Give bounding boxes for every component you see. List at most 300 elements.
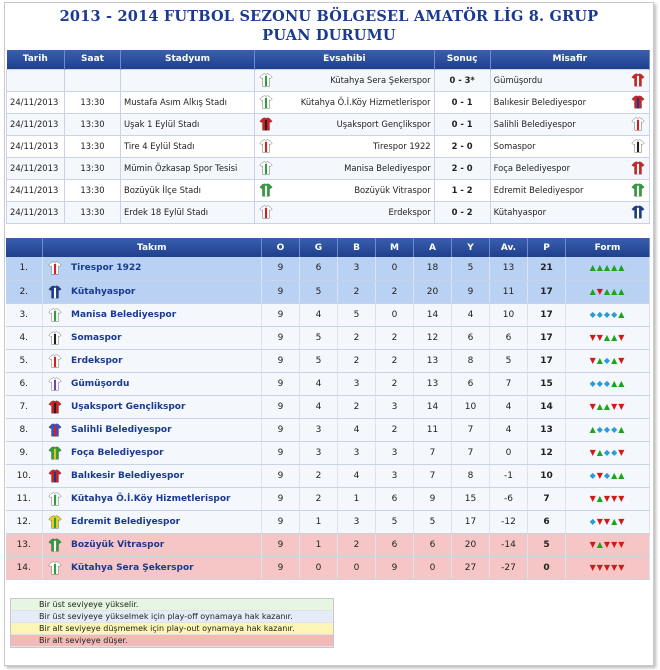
form-indicator <box>566 441 650 464</box>
home-kit-icon <box>259 183 273 197</box>
legend-playout: Bir alt seviyeye düşmemek için play-out oynamaya hak kazanır. <box>11 623 333 635</box>
standings-row <box>6 326 650 349</box>
form-indicator <box>566 349 650 372</box>
played: 9 <box>262 372 300 395</box>
team-kit-icon <box>48 285 62 299</box>
col-time: Saat <box>65 50 121 69</box>
lost: 5 <box>376 510 414 533</box>
lost: 2 <box>376 418 414 441</box>
points: 7 <box>528 487 566 510</box>
form-draw-icon: ◆ <box>603 470 611 480</box>
lost: 2 <box>376 326 414 349</box>
fixtures-table <box>6 50 650 224</box>
col-home: Evsahibi <box>255 50 435 69</box>
col-lost: M <box>376 238 414 257</box>
form-loss-icon: ▼ <box>589 447 596 457</box>
goals-against: 9 <box>452 280 490 303</box>
fixture-away-team[interactable]: Salihli Belediyespor <box>490 113 627 135</box>
won: 4 <box>300 303 338 326</box>
standings-row <box>6 510 650 533</box>
position: 2. <box>6 280 42 303</box>
col-goal-diff: Av. <box>490 238 528 257</box>
team-name[interactable]: Kütahya Ö.İ.Köy Hizmetlerispor <box>68 487 262 510</box>
drawn: 1 <box>338 487 376 510</box>
form-indicator <box>566 326 650 349</box>
team-kit-icon <box>48 331 62 345</box>
lost: 0 <box>376 257 414 280</box>
form-win-icon: ▲ <box>596 447 603 457</box>
drawn: 4 <box>338 464 376 487</box>
form-win-icon: ▲ <box>611 516 618 526</box>
form-indicator <box>566 372 650 395</box>
page-title <box>5 7 653 45</box>
form-indicator <box>566 303 650 326</box>
goals-against: 6 <box>452 372 490 395</box>
points: 6 <box>528 510 566 533</box>
legend <box>10 598 334 648</box>
standings-row <box>6 533 650 556</box>
title-line-1: 2013 - 2014 FUTBOL SEZONU BÖLGESEL AMATÖR LİG 8. GRUP <box>59 8 599 25</box>
fixture-row <box>7 135 650 157</box>
form-win-icon: ▲ <box>603 332 611 342</box>
fixture-date: 24/11/2013 <box>7 91 65 113</box>
fixture-away-team[interactable]: Balıkesir Belediyespor <box>490 91 627 113</box>
fixture-score: 0 - 1 <box>434 91 490 113</box>
form-loss-icon: ▼ <box>596 562 603 572</box>
form-win-icon: ▲ <box>611 355 618 365</box>
form-loss-icon: ▼ <box>618 447 625 457</box>
played: 9 <box>262 464 300 487</box>
form-loss-icon: ▼ <box>603 516 611 526</box>
fixture-home-team[interactable]: Manisa Belediyespor <box>277 157 435 179</box>
goal-diff: 0 <box>490 441 528 464</box>
team-kit-icon <box>48 400 62 414</box>
team-kit-icon <box>48 469 62 483</box>
fixture-row <box>7 157 650 179</box>
fixture-time: 13:30 <box>65 91 121 113</box>
goals-for: 11 <box>414 418 452 441</box>
goal-diff: 7 <box>490 372 528 395</box>
goal-diff: -27 <box>490 556 528 579</box>
team-kit-icon <box>48 515 62 529</box>
goals-for: 14 <box>414 395 452 418</box>
form-loss-icon: ▼ <box>618 562 625 572</box>
position: 9. <box>6 441 42 464</box>
form-draw-icon: ◆ <box>603 447 611 457</box>
form-loss-icon: ▼ <box>618 516 625 526</box>
form-loss-icon: ▼ <box>589 332 596 342</box>
form-win-icon: ▲ <box>611 286 618 296</box>
team-kit-icon <box>48 354 62 368</box>
col-played: O <box>262 238 300 257</box>
col-drawn: B <box>338 238 376 257</box>
form-indicator <box>566 556 650 579</box>
form-loss-icon: ▼ <box>589 493 596 503</box>
col-form: Form <box>566 238 650 257</box>
title-line-2: PUAN DURUMU <box>262 27 396 44</box>
team-name[interactable]: Balıkesir Belediyespor <box>68 464 262 487</box>
goals-against: 8 <box>452 349 490 372</box>
away-kit-icon <box>631 183 645 197</box>
team-name[interactable]: Erdekspor <box>68 349 262 372</box>
fixture-score: 0 - 3* <box>434 69 490 91</box>
form-loss-icon: ▼ <box>618 493 625 503</box>
form-win-icon: ▲ <box>596 539 603 549</box>
form-draw-icon: ◆ <box>603 378 611 388</box>
form-draw-icon: ◆ <box>603 309 611 319</box>
form-draw-icon: ◆ <box>603 355 611 365</box>
fixture-date: 24/11/2013 <box>7 135 65 157</box>
form-win-icon: ▲ <box>611 378 618 388</box>
form-indicator <box>566 464 650 487</box>
fixture-away-team[interactable]: Somaspor <box>490 135 627 157</box>
form-loss-icon: ▼ <box>596 286 603 296</box>
team-kit-icon <box>48 423 62 437</box>
away-kit-icon <box>631 161 645 175</box>
goal-diff: 6 <box>490 326 528 349</box>
played: 9 <box>262 556 300 579</box>
form-indicator <box>566 395 650 418</box>
form-indicator <box>566 280 650 303</box>
points: 5 <box>528 533 566 556</box>
away-kit-icon <box>631 117 645 131</box>
drawn: 2 <box>338 280 376 303</box>
fixture-date <box>7 69 65 91</box>
team-name[interactable]: Bozüyük Vitraspor <box>68 533 262 556</box>
drawn: 2 <box>338 349 376 372</box>
drawn: 2 <box>338 533 376 556</box>
form-win-icon: ▲ <box>603 401 611 411</box>
goal-diff: 4 <box>490 395 528 418</box>
team-name[interactable]: Kütahyaspor <box>68 280 262 303</box>
points: 17 <box>528 303 566 326</box>
team-name[interactable]: Edremit Belediyespor <box>68 510 262 533</box>
form-win-icon: ▲ <box>618 309 625 319</box>
goal-diff: -14 <box>490 533 528 556</box>
team-name[interactable]: Uşaksport Gençlikspor <box>68 395 262 418</box>
points: 12 <box>528 441 566 464</box>
goals-for: 20 <box>414 280 452 303</box>
form-loss-icon: ▼ <box>618 355 625 365</box>
played: 9 <box>262 441 300 464</box>
fixture-row <box>7 179 650 201</box>
lost: 2 <box>376 372 414 395</box>
goal-diff: 13 <box>490 257 528 280</box>
goals-against: 10 <box>452 395 490 418</box>
goals-against: 7 <box>452 418 490 441</box>
form-win-icon: ▲ <box>618 424 625 434</box>
form-loss-icon: ▼ <box>611 493 618 503</box>
standings-row <box>6 464 650 487</box>
won: 1 <box>300 510 338 533</box>
drawn: 3 <box>338 510 376 533</box>
fixture-date: 24/11/2013 <box>7 179 65 201</box>
goals-for: 9 <box>414 487 452 510</box>
fixture-stadium: Erdek 18 Eylül Stadı <box>121 201 255 223</box>
goals-against: 4 <box>452 303 490 326</box>
legend-promotion: Bir üst seviyeye yükselir. <box>11 599 333 611</box>
goal-diff: -12 <box>490 510 528 533</box>
form-loss-icon: ▼ <box>618 332 625 342</box>
form-draw-icon: ◆ <box>589 516 596 526</box>
goals-for: 13 <box>414 372 452 395</box>
lost: 2 <box>376 349 414 372</box>
team-kit-icon <box>48 308 62 322</box>
form-win-icon: ▲ <box>596 263 603 273</box>
goal-diff: 5 <box>490 349 528 372</box>
lost: 9 <box>376 556 414 579</box>
won: 1 <box>300 533 338 556</box>
won: 0 <box>300 556 338 579</box>
fixture-time: 13:30 <box>65 201 121 223</box>
goal-diff: -1 <box>490 464 528 487</box>
team-kit-icon <box>48 492 62 506</box>
fixture-score: 1 - 2 <box>434 179 490 201</box>
form-loss-icon: ▼ <box>618 539 625 549</box>
fixture-home-team[interactable]: Bozüyük Vitraspor <box>277 179 435 201</box>
fixture-away-team[interactable]: Edremit Belediyespor <box>490 179 627 201</box>
position: 11. <box>6 487 42 510</box>
fixture-home-team[interactable]: Kütahya Sera Şekerspor <box>277 69 435 91</box>
fixture-date: 24/11/2013 <box>7 113 65 135</box>
fixture-row <box>7 113 650 135</box>
form-loss-icon: ▼ <box>618 401 625 411</box>
points: 13 <box>528 418 566 441</box>
standings-row <box>6 372 650 395</box>
won: 2 <box>300 464 338 487</box>
standings-table <box>6 238 650 580</box>
played: 9 <box>262 418 300 441</box>
standings-row <box>6 487 650 510</box>
fixture-away-team[interactable]: Kütahyaspor <box>490 201 627 223</box>
standings-row <box>6 441 650 464</box>
lost: 6 <box>376 487 414 510</box>
form-win-icon: ▲ <box>603 263 611 273</box>
form-loss-icon: ▼ <box>589 401 596 411</box>
points: 15 <box>528 372 566 395</box>
goals-against: 8 <box>452 464 490 487</box>
fixture-home-team[interactable]: Kütahya Ö.İ.Köy Hizmetlerispor <box>277 91 435 113</box>
fixture-time: 13:30 <box>65 179 121 201</box>
form-indicator <box>566 510 650 533</box>
team-kit-icon <box>48 561 62 575</box>
form-draw-icon: ◆ <box>596 424 603 434</box>
points: 10 <box>528 464 566 487</box>
goals-for: 18 <box>414 257 452 280</box>
fixture-stadium: Mümin Özkasap Spor Tesisi <box>121 157 255 179</box>
form-loss-icon: ▼ <box>603 493 611 503</box>
position: 4. <box>6 326 42 349</box>
fixtures-header-row <box>7 50 650 69</box>
form-loss-icon: ▼ <box>603 562 611 572</box>
team-name[interactable]: Foça Belediyespor <box>68 441 262 464</box>
away-kit-icon <box>631 139 645 153</box>
goals-for: 13 <box>414 349 452 372</box>
fixture-score: 2 - 0 <box>434 157 490 179</box>
form-draw-icon: ◆ <box>611 447 618 457</box>
home-kit-icon <box>259 73 273 87</box>
form-loss-icon: ▼ <box>611 562 618 572</box>
lost: 3 <box>376 395 414 418</box>
goals-against: 6 <box>452 326 490 349</box>
fixture-time: 13:30 <box>65 157 121 179</box>
points: 21 <box>528 257 566 280</box>
form-win-icon: ▲ <box>596 355 603 365</box>
fixture-stadium: Tire 4 Eylül Stadı <box>121 135 255 157</box>
form-draw-icon: ◆ <box>603 424 611 434</box>
away-kit-icon <box>631 95 645 109</box>
form-indicator <box>566 418 650 441</box>
played: 9 <box>262 349 300 372</box>
goals-for: 12 <box>414 326 452 349</box>
standings-row <box>6 257 650 280</box>
form-win-icon: ▲ <box>618 470 625 480</box>
col-team: Takım <box>42 238 262 257</box>
form-win-icon: ▲ <box>596 493 603 503</box>
fixture-score: 0 - 1 <box>434 113 490 135</box>
form-indicator <box>566 257 650 280</box>
position: 7. <box>6 395 42 418</box>
goals-for: 6 <box>414 533 452 556</box>
away-kit-icon <box>631 73 645 87</box>
team-kit-icon <box>48 538 62 552</box>
form-loss-icon: ▼ <box>611 401 618 411</box>
position: 3. <box>6 303 42 326</box>
away-kit-icon <box>631 205 645 219</box>
team-kit-icon <box>48 446 62 460</box>
lost: 2 <box>376 280 414 303</box>
won: 4 <box>300 395 338 418</box>
played: 9 <box>262 395 300 418</box>
position: 6. <box>6 372 42 395</box>
standings-row <box>6 395 650 418</box>
fixture-time: 13:30 <box>65 135 121 157</box>
goal-diff: 11 <box>490 280 528 303</box>
points: 0 <box>528 556 566 579</box>
goals-against: 17 <box>452 510 490 533</box>
form-draw-icon: ◆ <box>589 309 596 319</box>
drawn: 2 <box>338 395 376 418</box>
fixture-away-team[interactable]: Foça Belediyespor <box>490 157 627 179</box>
form-loss-icon: ▼ <box>603 539 611 549</box>
played: 9 <box>262 257 300 280</box>
team-name[interactable]: Kütahya Sera Şekerspor <box>68 556 262 579</box>
played: 9 <box>262 510 300 533</box>
goals-for: 7 <box>414 441 452 464</box>
form-win-icon: ▲ <box>589 286 596 296</box>
won: 2 <box>300 487 338 510</box>
form-win-icon: ▲ <box>589 263 596 273</box>
drawn: 4 <box>338 418 376 441</box>
col-away: Misafir <box>490 50 649 69</box>
drawn: 2 <box>338 326 376 349</box>
team-kit-icon <box>48 377 62 391</box>
played: 9 <box>262 533 300 556</box>
goal-diff: 10 <box>490 303 528 326</box>
form-loss-icon: ▼ <box>611 539 618 549</box>
fixture-row <box>7 69 650 91</box>
form-draw-icon: ◆ <box>596 378 603 388</box>
position: 14. <box>6 556 42 579</box>
goals-against: 27 <box>452 556 490 579</box>
goal-diff: -6 <box>490 487 528 510</box>
played: 9 <box>262 487 300 510</box>
played: 9 <box>262 280 300 303</box>
position: 8. <box>6 418 42 441</box>
form-loss-icon: ▼ <box>596 470 603 480</box>
standings-row <box>6 303 650 326</box>
team-name[interactable]: Salihli Belediyespor <box>68 418 262 441</box>
lost: 0 <box>376 303 414 326</box>
standings-row <box>6 280 650 303</box>
goals-for: 5 <box>414 510 452 533</box>
fixture-score: 2 - 0 <box>434 135 490 157</box>
legend-playoff: Bir üst seviyeye yükselmek için play-off oynamaya hak kazanır. <box>11 611 333 623</box>
lost: 3 <box>376 441 414 464</box>
form-draw-icon: ◆ <box>589 470 596 480</box>
home-kit-icon <box>259 117 273 131</box>
goals-against: 15 <box>452 487 490 510</box>
team-name[interactable]: Tirespor 1922 <box>68 257 262 280</box>
form-win-icon: ▲ <box>589 424 596 434</box>
form-win-icon: ▲ <box>603 286 611 296</box>
form-loss-icon: ▼ <box>589 562 596 572</box>
goals-for: 0 <box>414 556 452 579</box>
fixture-home-team[interactable]: Tirespor 1922 <box>277 135 435 157</box>
team-name[interactable]: Gümüşordu <box>68 372 262 395</box>
fixture-home-team[interactable]: Erdekspor <box>277 201 435 223</box>
form-win-icon: ▲ <box>618 263 625 273</box>
col-stadium: Stadyum <box>121 50 255 69</box>
points: 17 <box>528 349 566 372</box>
drawn: 5 <box>338 303 376 326</box>
goals-against: 5 <box>452 257 490 280</box>
col-goals-against: Y <box>452 238 490 257</box>
points: 17 <box>528 280 566 303</box>
won: 3 <box>300 441 338 464</box>
fixture-row <box>7 91 650 113</box>
home-kit-icon <box>259 95 273 109</box>
team-name[interactable]: Manisa Belediyespor <box>68 303 262 326</box>
played: 9 <box>262 303 300 326</box>
col-date: Tarih <box>7 50 65 69</box>
fixture-away-team[interactable]: Gümüşordu <box>490 69 627 91</box>
drawn: 3 <box>338 257 376 280</box>
lost: 6 <box>376 533 414 556</box>
standings-row <box>6 418 650 441</box>
form-draw-icon: ◆ <box>611 424 618 434</box>
fixture-time: 13:30 <box>65 113 121 135</box>
form-draw-icon: ◆ <box>589 378 596 388</box>
fixture-home-team[interactable]: Uşaksport Gençlikspor <box>277 113 435 135</box>
form-loss-icon: ▼ <box>596 332 603 342</box>
fixture-row <box>7 201 650 223</box>
fixture-stadium: Uşak 1 Eylül Stadı <box>121 113 255 135</box>
fixture-stadium: Mustafa Asım Alkış Stadı <box>121 91 255 113</box>
team-kit-icon <box>48 261 62 275</box>
col-won: G <box>300 238 338 257</box>
position: 5. <box>6 349 42 372</box>
goals-for: 14 <box>414 303 452 326</box>
drawn: 3 <box>338 372 376 395</box>
points: 14 <box>528 395 566 418</box>
fixture-date: 24/11/2013 <box>7 201 65 223</box>
form-indicator <box>566 487 650 510</box>
home-kit-icon <box>259 161 273 175</box>
fixture-stadium: Bozüyük İlçe Stadı <box>121 179 255 201</box>
goal-diff: 4 <box>490 418 528 441</box>
team-name[interactable]: Somaspor <box>68 326 262 349</box>
